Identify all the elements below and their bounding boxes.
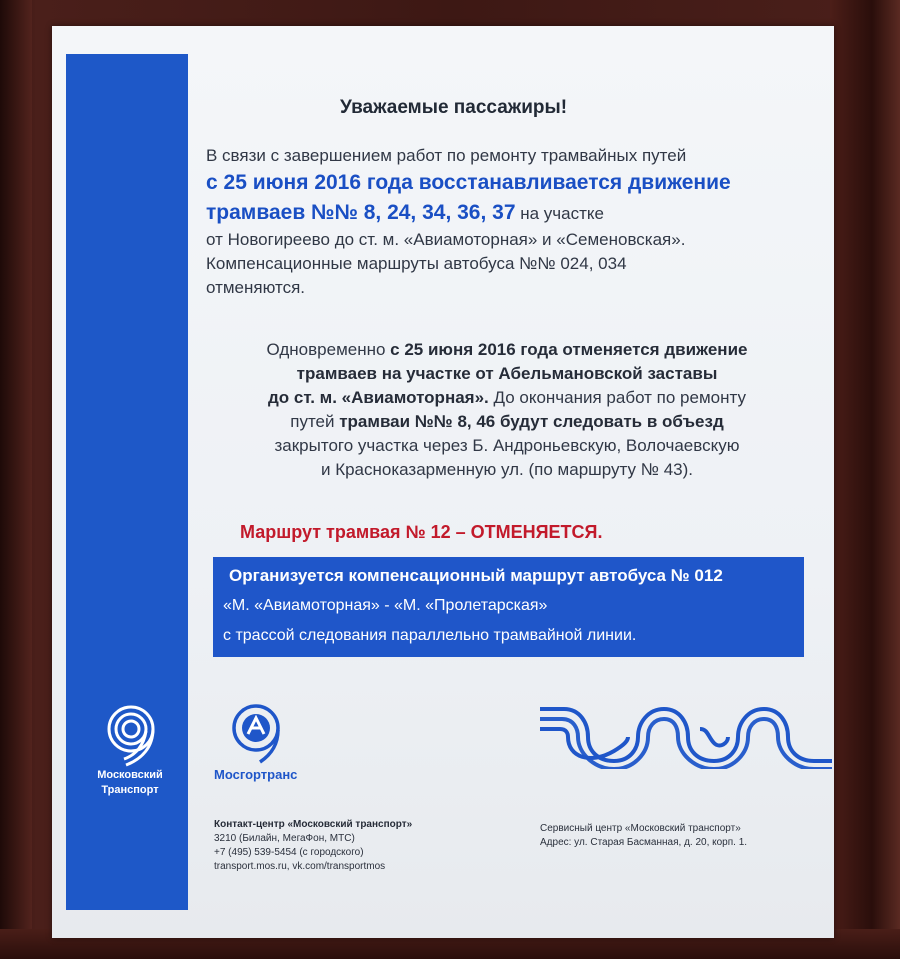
moscow-transport-label-1: Московский [97,769,163,781]
moscow-transport-logo-icon [96,703,166,772]
p1-line-1: В связи с завершением работ по ремонту трамвайных путей [206,146,687,165]
p2-line-1a: Одновременно [266,340,391,359]
p2-line-6: и Красноказарменную ул. (по маршруту № 43). [320,460,694,479]
p2-line-3b: До окончания работ по ремонту [488,388,746,407]
moscow-waves-pattern-icon [540,703,832,774]
service-line-1: Сервисный центр «Московский транспорт» [540,823,741,834]
moscow-transport-label-2: Транспорт [101,784,159,796]
p1-line-4: от Новогиреево до ст. м. «Авиамоторная» и «Семеновская». [206,230,686,249]
compensation-line-2: «М. «Авиамоторная» - «М. «Пролетарская» [223,597,548,614]
p2-line-1b: с 25 июня 2016 года отменяется движение [390,340,748,359]
moscow-transport-label [82,768,178,798]
contact-line-1: Контакт-центр «Московский транспорт» [214,819,413,830]
service-center-info [540,822,747,850]
p2-line-4b: трамваи №№ 8, 46 будут следовать в объезд [339,412,724,431]
contact-line-2: 3210 (Билайн, МегаФон, МТС) [214,833,355,844]
mosgortrans-label: Мосгортранс [214,767,298,782]
mosgortrans-logo-icon [228,700,288,769]
compensation-line-1: Организуется компенсационный маршрут автобуса № 012 [229,566,723,585]
compensation-route-box [213,557,804,657]
route-12-cancelled-notice: Маршрут трамвая № 12 – ОТМЕНЯЕТСЯ. [240,522,603,542]
frame-left-edge [0,0,32,959]
frame-right-edge [830,0,900,959]
p1-line-3-bold: трамваев №№ 8, 24, 34, 36, 37 [206,201,516,224]
p1-line-2: с 25 июня 2016 года восстанавливается движение [206,171,731,194]
contact-line-4: transport.mos.ru, vk.com/transportmos [214,861,386,872]
paragraph-detour [212,338,802,482]
p1-line-6: отменяются. [206,278,306,297]
p2-line-4a: путей [290,412,340,431]
p2-line-3a: до ст. м. «Авиамоторная». [268,388,489,407]
paragraph-restoration [206,144,806,300]
p2-line-2: трамваев на участке от Абельмановской заставы [296,364,718,383]
compensation-line-3: с трассой следования параллельно трамвайной линии. [223,627,637,644]
service-line-2: Адрес: ул. Старая Басманная, д. 20, корп. 1. [540,837,748,848]
poster-title: Уважаемые пассажиры! [340,97,568,118]
p1-line-5: Компенсационные маршруты автобуса №№ 024, 034 [206,254,627,273]
p2-line-5: закрытого участка через Б. Андроньевскую, Волочаевскую [274,436,740,455]
p1-line-3-rest: на участке [515,204,604,223]
contact-center-info [214,818,412,874]
contact-line-3: +7 (495) 539-5454 (с городского) [214,847,364,858]
